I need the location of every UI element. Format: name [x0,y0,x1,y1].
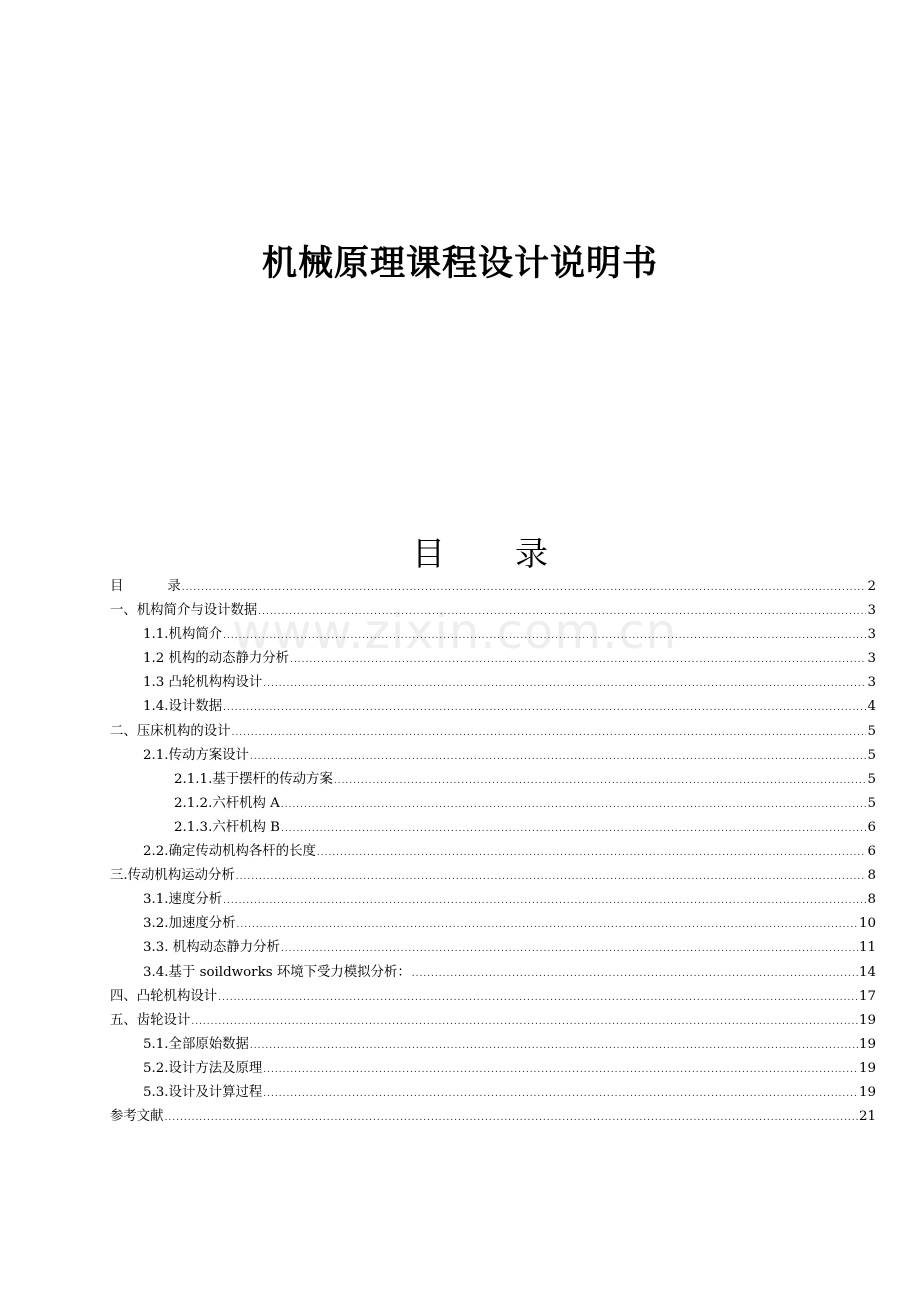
toc-leader-dots [263,672,866,696]
toc-entry-page: 8 [867,868,876,884]
toc-list [110,575,876,1129]
toc-entry-label: 5.2.设计方法及原理 [143,1060,263,1076]
toc-heading-right: 录 [515,534,548,573]
toc-entry[interactable] [110,912,876,936]
toc-leader-dots [281,793,867,817]
toc-entry-page: 3 [867,627,876,643]
toc-entry[interactable] [110,720,876,744]
toc-entry-label: 1.3 凸轮机构构设计 [143,675,263,691]
toc-entry-page: 17 [858,988,876,1004]
toc-entry[interactable] [110,840,876,864]
toc-entry[interactable] [110,599,876,623]
toc-entry-page: 19 [858,1036,876,1052]
toc-entry[interactable] [110,792,876,816]
toc-entry[interactable] [110,888,876,912]
toc-leader-dots [258,600,866,624]
toc-entry[interactable] [110,768,876,792]
toc-leader-dots [412,962,858,986]
toc-entry-page: 5 [867,771,876,787]
toc-entry-label: 2.1.传动方案设计 [143,747,249,763]
toc-leader-dots [218,986,858,1010]
toc-leader-dots [250,745,867,769]
toc-entry-label: 二、压床机构的设计 [110,723,231,739]
toc-entry-page: 5 [867,747,876,763]
toc-entry-page: 2 [867,579,876,594]
document-title: 机械原理课程设计说明书 [261,244,658,284]
toc-entry-label: 3.3. 机构动态静力分析 [143,940,280,956]
toc-entry[interactable] [110,961,876,985]
toc-entry-label: 四、凸轮机构设计 [110,988,218,1004]
toc-entry-page: 19 [858,1060,876,1076]
toc-entry-label: 2.1.1.基于摆杆的传动方案 [174,771,333,787]
toc-entry-page: 4 [867,699,876,715]
toc-entry[interactable] [110,671,876,695]
toc-entry-label: 2.1.2.六杆机构 A [174,795,280,811]
toc-entry-page: 19 [858,1012,876,1028]
toc-entry[interactable] [110,864,876,888]
toc-entry[interactable] [110,744,876,768]
toc-entry[interactable] [110,1057,876,1081]
toc-entry[interactable] [110,1009,876,1033]
toc-entry-label: 1.1.机构简介 [143,627,223,643]
toc-entry-label: 3.1.速度分析 [143,892,223,908]
toc-entry-page: 5 [867,795,876,811]
toc-leader-dots [281,937,858,961]
toc-leader-dots [317,841,867,865]
toc-entry[interactable] [110,816,876,840]
toc-entry[interactable] [110,575,876,599]
toc-entry[interactable] [110,1033,876,1057]
toc-heading-left: 目 [412,534,445,573]
toc-entry-page: 11 [858,940,876,956]
toc-entry-label: 5.1.全部原始数据 [143,1036,249,1052]
toc-entry-page: 6 [867,819,876,835]
toc-entry-label: 三.传动机构运动分析 [110,868,235,884]
toc-leader-dots [250,1034,858,1058]
toc-entry-label: 3.4.基于 soildworks 环境下受力模拟分析： [143,964,411,980]
toc-entry-page: 14 [858,964,876,980]
toc-entry-page: 19 [858,1084,876,1100]
toc-leader-dots [334,769,867,793]
toc-entry-label: 1.4.设计数据 [143,699,223,715]
toc-leader-dots [182,576,867,600]
toc-leader-dots [223,624,866,648]
toc-entry-page: 3 [867,675,876,691]
toc-entry-page: 21 [858,1109,876,1125]
toc-entry-label: 2.1.3.六杆机构 B [174,819,280,835]
toc-entry-label: 1.2 机构的动态静力分析 [143,651,290,667]
toc-leader-dots [237,913,858,937]
toc-entry-label: 3.2.加速度分析 [143,916,236,932]
toc-entry-label: 5.3.设计及计算过程 [143,1084,263,1100]
toc-entry[interactable] [110,936,876,960]
toc-leader-dots [290,648,866,672]
toc-leader-dots [263,1082,858,1106]
toc-leader-dots [165,1106,858,1130]
toc-leader-dots [232,721,867,745]
toc-entry-label: 一、机构简介与设计数据 [110,603,258,619]
toc-leader-dots [191,1010,858,1034]
toc-entry-label: 五、齿轮设计 [110,1012,191,1028]
toc-leader-dots [223,696,866,720]
toc-heading [0,530,920,578]
toc-entry-page: 3 [867,651,876,667]
toc-entry-page: 8 [867,892,876,908]
toc-leader-dots [263,1058,858,1082]
toc-entry-page: 10 [858,916,876,932]
toc-entry[interactable] [110,695,876,719]
toc-entry[interactable] [110,985,876,1009]
toc-entry-label: 参考文献 [110,1109,164,1125]
watermark: www.zixin.com.cn [232,604,678,660]
toc-entry[interactable] [110,1081,876,1105]
toc-entry[interactable] [110,1105,876,1129]
toc-entry-label: 2.2.确定传动机构各杆的长度 [143,844,316,860]
toc-leader-dots [281,817,866,841]
toc-entry-label: 目 录 [110,579,181,594]
toc-entry-page: 5 [867,723,876,739]
toc-entry[interactable] [110,623,876,647]
toc-entry-page: 6 [867,844,876,860]
toc-entry[interactable] [110,647,876,671]
toc-entry-page: 3 [867,603,876,619]
toc-leader-dots [223,889,866,913]
toc-leader-dots [236,865,867,889]
